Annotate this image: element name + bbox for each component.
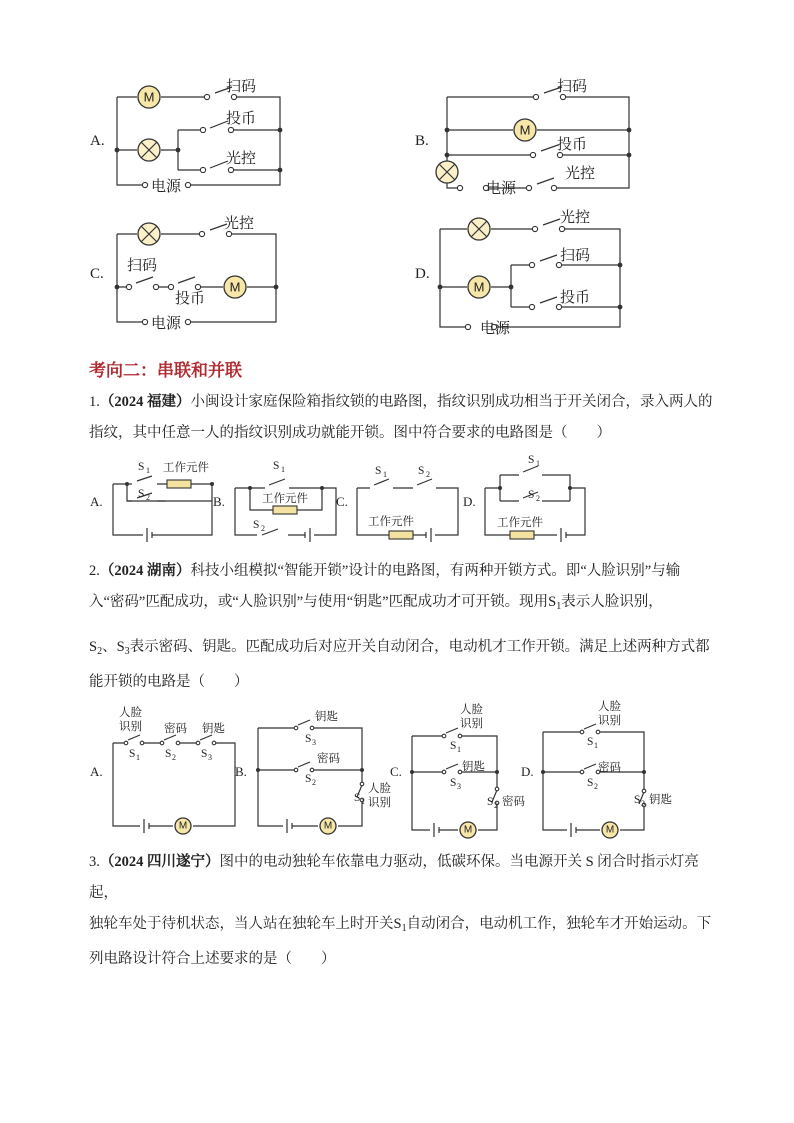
lamp-icon: [436, 161, 458, 183]
prev-option-d-circuit: [415, 209, 622, 337]
svg-text:1: 1: [281, 465, 285, 474]
motor-symbol: M: [519, 122, 531, 138]
q3-line-3: 列电路设计符合上述要求的是（ ）: [89, 951, 336, 967]
prev-option-c-letter: C.: [90, 266, 104, 282]
prev-a-switch-scan: 扫码: [226, 79, 257, 95]
svg-text:S: S: [487, 796, 494, 808]
svg-text:S: S: [305, 773, 312, 785]
q2-line-1: 2.（2024 湖南）科技小组模拟“智能开锁”设计的电路图，有两种开锁方式。即“人脸识别”与输: [89, 563, 681, 579]
prev-c-switch-scan: 扫码: [127, 258, 158, 274]
work-element-resistor: [167, 480, 191, 488]
svg-text:S: S: [354, 792, 361, 804]
svg-text:3: 3: [457, 782, 461, 791]
svg-text:S: S: [138, 461, 145, 473]
svg-text:密码: 密码: [598, 762, 621, 774]
svg-text:识别: 识别: [119, 721, 142, 733]
motor-symbol: M: [178, 820, 188, 832]
svg-text:1: 1: [536, 459, 540, 468]
q1-option-b-circuit: [213, 460, 336, 542]
svg-text:1: 1: [361, 797, 365, 806]
motor-symbol: M: [473, 279, 485, 295]
motor-symbol: M: [323, 820, 333, 832]
svg-text:S: S: [418, 465, 425, 477]
prev-d-source: 电源: [480, 321, 511, 337]
q2-option-d-circuit: [521, 699, 672, 838]
svg-text:2: 2: [536, 494, 540, 503]
svg-text:2: 2: [594, 782, 598, 791]
q2-source: （2024 湖南）: [99, 563, 191, 579]
svg-text:S: S: [201, 748, 208, 760]
svg-text:2: 2: [146, 493, 150, 502]
svg-text:S: S: [528, 454, 535, 466]
q2-option-a-letter: A.: [90, 764, 103, 779]
q3-line-1: 3.（2024 四川遂宁）图中的电动独轮车依靠电力驱动，低碳环保。当电源开关 S 闭合时指示灯亮起，: [89, 854, 699, 901]
prev-b-switch-coin: 投币: [557, 137, 588, 153]
work-element-resistor: [389, 531, 413, 539]
q1-source: （2024 福建）: [99, 394, 191, 410]
work-element-resistor: [510, 531, 534, 539]
svg-text:工作元件: 工作元件: [497, 517, 543, 529]
svg-text:钥匙: 钥匙: [202, 723, 225, 735]
svg-text:2: 2: [494, 801, 498, 810]
prev-option-a-circuit: [90, 78, 282, 195]
svg-text:钥匙: 钥匙: [462, 761, 485, 773]
svg-text:1: 1: [146, 466, 150, 475]
q2-option-b-circuit: [235, 709, 391, 834]
q2-option-b-letter: B.: [235, 764, 247, 779]
prev-c-source: 电源: [151, 316, 182, 332]
svg-text:S: S: [450, 777, 457, 789]
svg-text:S: S: [253, 519, 260, 531]
q1-option-d-circuit: [463, 454, 585, 542]
prev-d-switch-coin: 投币: [560, 290, 591, 306]
q1-line-1: 1.（2024 福建）小闽设计家庭保险箱指纹锁的电路图，指纹识别成功相当于开关闭合，录入两人的: [89, 394, 713, 410]
svg-text:密码: 密码: [502, 796, 525, 808]
svg-text:S: S: [528, 489, 535, 501]
svg-text:S: S: [450, 740, 457, 752]
svg-text:密码: 密码: [317, 753, 340, 765]
svg-text:S: S: [305, 733, 312, 745]
q2-option-d-letter: D.: [521, 764, 534, 779]
q3-line-2: 独轮车处于待机状态，当人站在独轮车上时开关$S_1$自动闭合，电动机工作，独轮车才开始运动。下: [89, 916, 712, 934]
prev-option-b-circuit: [415, 78, 631, 197]
prev-d-switch-scan: 扫码: [560, 248, 591, 264]
svg-text:S: S: [587, 736, 594, 748]
svg-text:1: 1: [383, 470, 387, 479]
svg-text:3: 3: [641, 799, 645, 808]
motor-symbol: M: [143, 89, 155, 105]
q1-option-b-letter: B.: [213, 494, 225, 509]
prev-a-source: 电源: [151, 179, 182, 195]
svg-text:1: 1: [594, 741, 598, 750]
prev-option-b-letter: B.: [415, 133, 429, 149]
q2-line-2: 入“密码”匹配成功，或“人脸识别”与使用“钥匙”匹配成功才可开锁。现用$S_1$表示人脸识别，: [89, 594, 663, 612]
q2-figures: [0, 700, 794, 840]
prev-d-switch-light: 光控: [560, 210, 591, 226]
svg-text:S: S: [634, 794, 641, 806]
svg-text:S: S: [165, 748, 172, 760]
svg-text:S: S: [375, 465, 382, 477]
motor-symbol: M: [605, 824, 615, 836]
q2-option-c-letter: C.: [390, 764, 402, 779]
svg-text:2: 2: [172, 753, 176, 762]
q2-line-3: $S_2$、$S_3$表示密码、钥匙。匹配成功后对应开关自动闭合，电动机才工作开锁。满足上述两种方式都: [89, 639, 710, 657]
q2-line-4: 能开锁的电路是（ ）: [89, 674, 249, 690]
svg-text:识别: 识别: [598, 715, 621, 727]
svg-text:密码: 密码: [164, 723, 187, 735]
svg-text:人脸: 人脸: [598, 701, 621, 713]
svg-text:S: S: [587, 777, 594, 789]
lamp-icon: [138, 223, 160, 245]
svg-text:3: 3: [312, 738, 316, 747]
q2-option-c-circuit: [390, 702, 525, 838]
q1-option-d-letter: D.: [463, 494, 476, 509]
prev-b-switch-scan: 扫码: [557, 79, 588, 95]
q1-figures: [0, 455, 794, 545]
q2-option-a-circuit: [90, 705, 235, 834]
svg-text:人脸: 人脸: [119, 707, 142, 719]
lamp-icon: [138, 139, 160, 161]
question-1-text: [89, 387, 719, 449]
svg-text:识别: 识别: [460, 718, 483, 730]
question-2-text: [89, 556, 719, 698]
question-3-text: [89, 847, 719, 975]
prev-a-switch-light: 光控: [226, 151, 257, 167]
svg-text:钥匙: 钥匙: [315, 711, 338, 723]
svg-text:工作元件: 工作元件: [368, 516, 414, 528]
section-heading: 考向二：串联和并联: [89, 361, 242, 380]
svg-text:钥匙: 钥匙: [649, 794, 672, 806]
q3-source: （2024 四川遂宁）: [99, 854, 220, 870]
svg-text:3: 3: [208, 753, 212, 762]
prev-b-source: 电源: [486, 181, 517, 197]
svg-text:识别: 识别: [368, 797, 391, 809]
svg-text:1: 1: [136, 753, 140, 762]
motor-symbol: M: [229, 279, 241, 295]
svg-text:工作元件: 工作元件: [262, 493, 308, 505]
q1-line-2: 指纹，其中任意一人的指纹识别成功就能开锁。图中符合要求的电路图是（ ）: [89, 425, 611, 441]
work-element-resistor: [273, 506, 297, 514]
q1-option-a-letter: A.: [90, 494, 103, 509]
prev-option-d-letter: D.: [415, 266, 430, 282]
svg-text:人脸: 人脸: [368, 783, 391, 795]
prev-option-c-circuit: [90, 215, 278, 332]
prev-a-switch-coin: 投币: [226, 111, 257, 127]
svg-text:2: 2: [426, 470, 430, 479]
prev-c-switch-light: 光控: [224, 216, 255, 232]
prev-c-switch-coin: 投币: [175, 291, 206, 307]
svg-text:工作元件: 工作元件: [163, 462, 209, 474]
prev-b-switch-light: 光控: [565, 166, 596, 182]
lamp-icon: [468, 218, 490, 240]
motor-symbol: M: [463, 824, 473, 836]
svg-text:S: S: [273, 460, 280, 472]
q1-option-c-letter: C.: [336, 494, 348, 509]
prev-option-a-letter: A.: [90, 133, 105, 149]
svg-text:1: 1: [457, 745, 461, 754]
svg-text:2: 2: [312, 778, 316, 787]
svg-text:S: S: [138, 488, 145, 500]
svg-text:S: S: [129, 748, 136, 760]
q1-option-a-circuit: [90, 460, 214, 542]
svg-text:人脸: 人脸: [460, 704, 483, 716]
svg-text:2: 2: [261, 524, 265, 533]
prev-question-figures: [0, 0, 794, 340]
q1-option-c-circuit: [336, 465, 458, 542]
